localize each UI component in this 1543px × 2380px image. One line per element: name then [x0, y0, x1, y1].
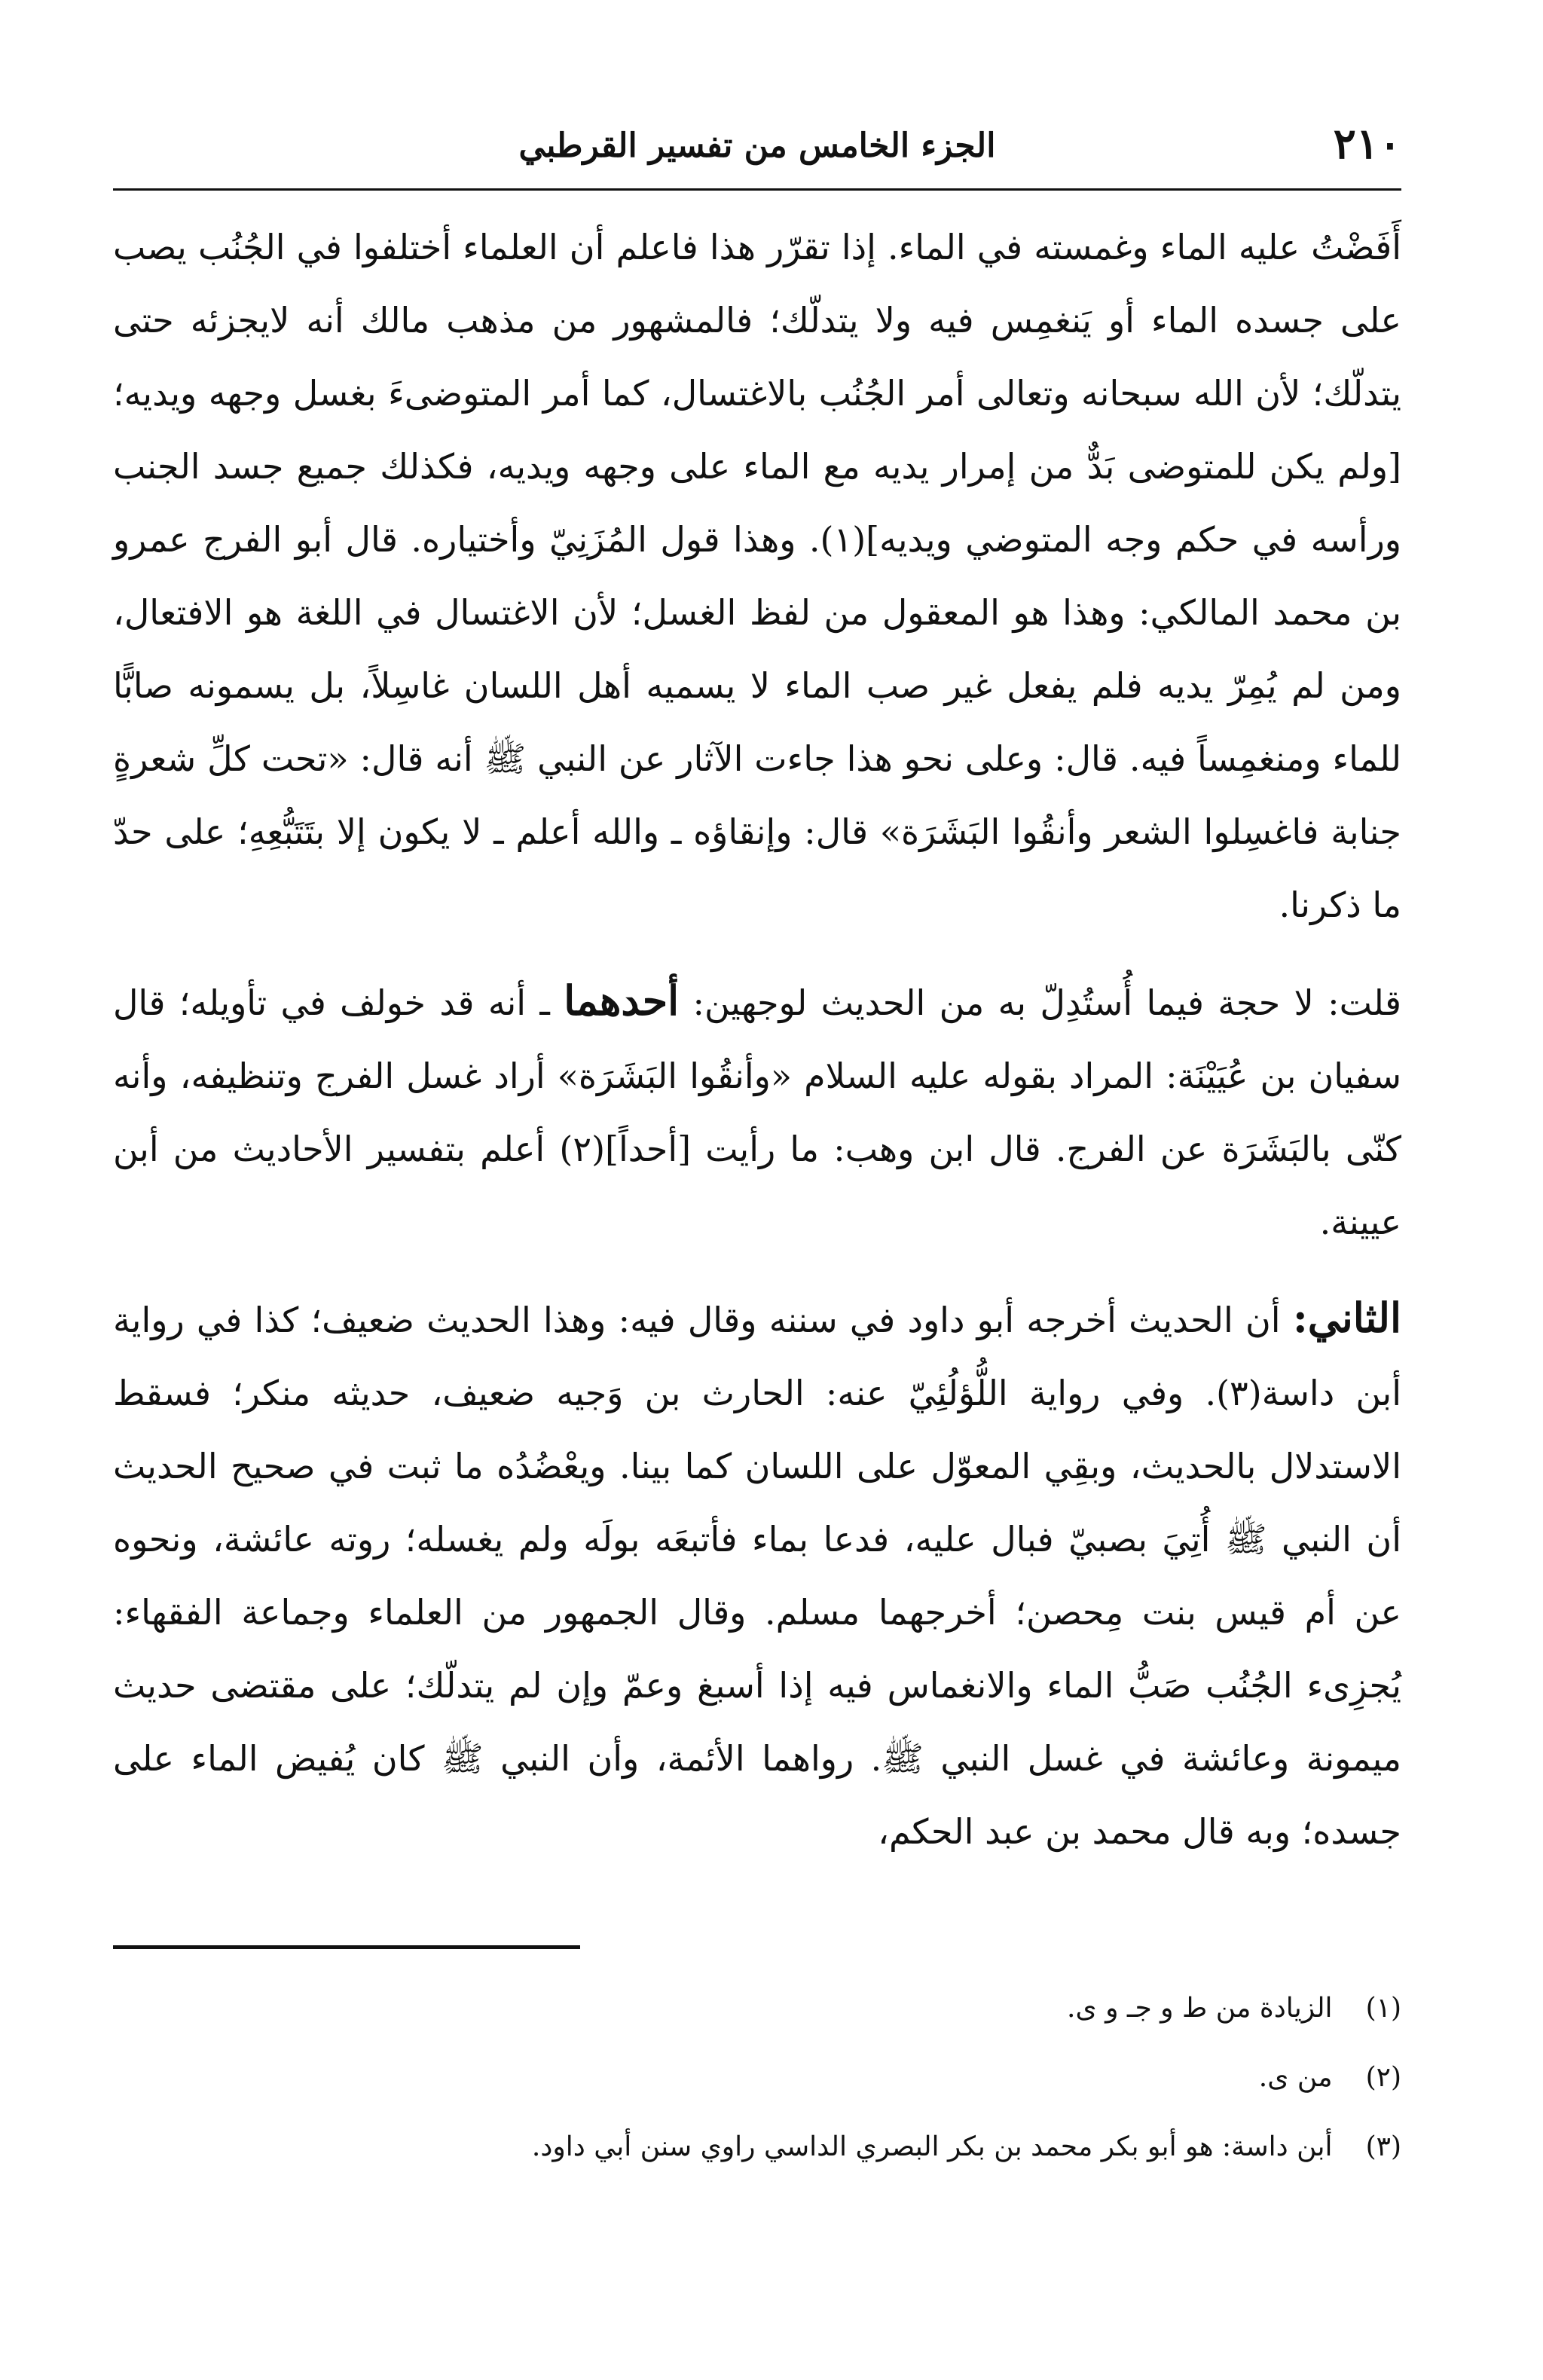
footnote — [113, 1974, 1401, 2043]
book-page — [113, 113, 1401, 2268]
footnote-number: (١) — [1365, 1993, 1401, 2024]
main-text — [113, 211, 1401, 1891]
footnote-text: الزيادة من ط و جـ و ى. — [1067, 1993, 1333, 2024]
paragraph — [113, 964, 1401, 1259]
footnote-text: من ى. — [1258, 2062, 1333, 2093]
paragraph — [113, 1282, 1401, 1868]
paragraph-text: ـ أنه قد خولف في تأويله؛ قال سفيان بن عُيَيْنَة: المراد بقوله عليه السلام «وأنقُوا البَشَرَة» أراد غسل الفرج وتنظيفه، وأنه كنّى بالبَشَرَة عن الفرج. قال ابن وهب: ما رأيت [أحداً](٢) أعلم بتفسير الأحاديث من أبن عيينة. — [113, 982, 1401, 1242]
running-title: الجزء الخامس من تفسير القرطبي — [518, 127, 996, 165]
footnote — [113, 2113, 1401, 2182]
page-header — [113, 113, 1401, 188]
bold-keyword: أحدهما — [564, 976, 680, 1025]
footnote-text: أبن داسة: هو أبو بكر محمد بن بكر البصري الداسي راوي سنن أبي داود. — [531, 2131, 1333, 2162]
paragraph-text: أن الحديث أخرجه أبو داود في سننه وقال فيه: وهذا الحديث ضعيف؛ كذا في رواية أبن داسة(٣). وفي رواية اللُّؤلُئِيّ عنه: الحارث بن وَجيه ضعيف، حديثه منكر؛ فسقط الاستدلال بالحديث، وبقِي المعوّل على اللسان كما بينا. ويعْضُدُه ما ثبت في صحيح الحديث أن النبي ﷺ أُتِيَ بصبيّ فبال عليه، فدعا بماء فأتبعَه بولَه ولم يغسله؛ روته عائشة، ونحوه عن أم قيس بنت مِحصن؛ أخرجهما مسلم. وقال الجمهور من العلماء وجماعة الفقهاء: يُجزِىء الجُنُب صَبُّ الماء والانغماس فيه إذا أسبغ وعمّ وإن لم يتدلّك؛ على مقتضى حديث ميمونة وعائشة في غسل النبي ﷺ. رواهما الأئمة، وأن النبي ﷺ كان يُفيض الماء على جسده؛ وبه قال محمد بن عبد الحكم، — [113, 1300, 1401, 1852]
paragraph-text: قلت: لا حجة فيما أُستُدِلّ به من الحديث لوجهين: — [692, 982, 1401, 1023]
header-divider — [113, 188, 1401, 191]
footnote-divider — [113, 1945, 580, 1949]
page-number: ٢١٠ — [1333, 119, 1401, 169]
footnote-number: (٢) — [1365, 2062, 1401, 2093]
footnotes — [113, 1974, 1401, 2182]
bold-keyword: الثاني: — [1292, 1294, 1401, 1342]
paragraph: أَفَضْتُ عليه الماء وغمسته في الماء. إذا تقرّر هذا فاعلم أن العلماء أختلفوا في الجُنُب يصب على جسده الماء أو يَنغمِس فيه ولا يتدلّك؛ فالمشهور من مذهب مالك أنه لايجزئه حتى يتدلّك؛ لأن الله سبحانه وتعالى أمر الجُنُب بالاغتسال، كما أمر المتوضىءَ بغسل وجهه ويديه؛ [ولم يكن للمتوضى بَدٌّ من إمرار يديه مع الماء على وجهه ويديه، فكذلك جميع جسد الجنب ورأسه في حكم وجه المتوضي ويديه](١). وهذا قول المُزَنِيّ وأختياره. قال أبو الفرج عمرو بن محمد المالكي: وهذا هو المعقول من لفظ الغسل؛ لأن الاغتسال في اللغة هو الافتعال، ومن لم يُمِرّ يديه فلم يفعل غير صب الماء لا يسميه أهل اللسان غاسِلاً، بل يسمونه صابًّا للماء ومنغمِساً فيه. قال: وعلى نحو هذا جاءت الآثار عن النبي ﷺ أنه قال: «تحت كلِّ شعرةٍ جنابة فاغسِلوا الشعر وأنقُوا البَشَرَة» قال: وإنقاؤه ـ والله أعلم ـ لا يكون إلا بتَتَبُّعِهِ؛ على حدّ ما ذكرنا. — [113, 227, 1401, 925]
footnote-number: (٣) — [1365, 2131, 1401, 2162]
footnote — [113, 2043, 1401, 2113]
